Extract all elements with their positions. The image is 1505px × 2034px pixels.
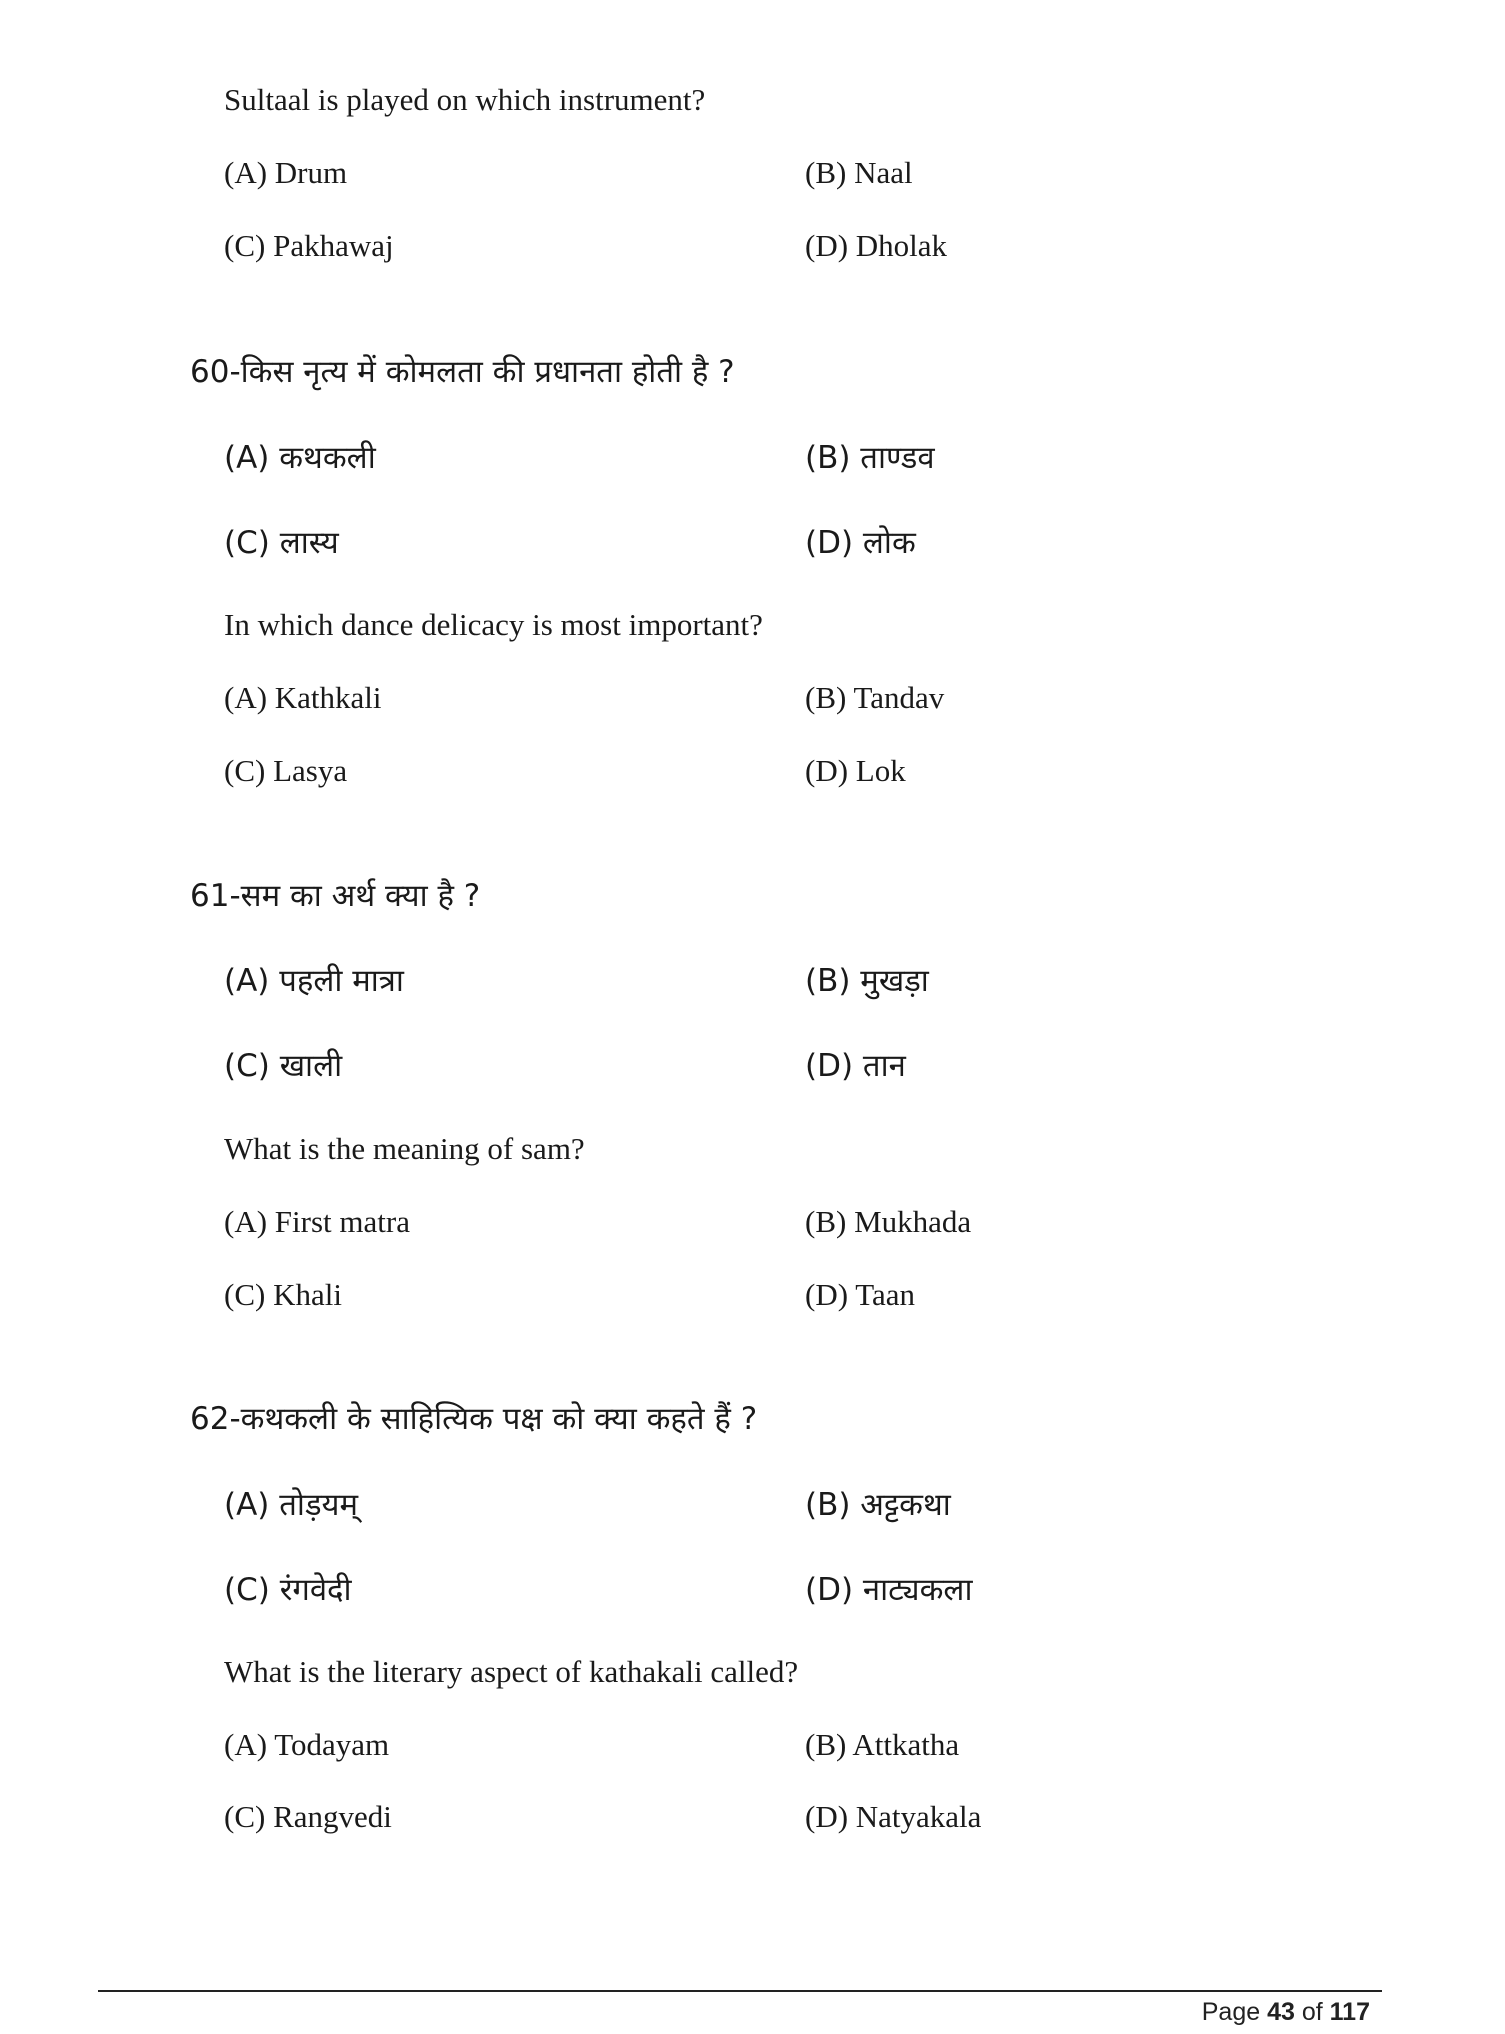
q60-option-b-en: (B) Tandav	[805, 680, 945, 715]
q61-option-a-en: (A) First matra	[224, 1204, 410, 1239]
q61-option-d-en: (D) Taan	[805, 1277, 916, 1312]
q60-option-d-en: (D) Lok	[805, 753, 906, 788]
q59-option-c-en: (C) Pakhawaj	[224, 228, 394, 263]
q62-option-d-hi: (D) नाट्यकला	[805, 1572, 973, 1608]
total-pages-number: 117	[1329, 1998, 1370, 2026]
current-page-number: 43	[1267, 1998, 1295, 2026]
q61-question-en: What is the meaning of sam?	[224, 1131, 585, 1166]
q60-question-hi: 60-किस नृत्य में कोमलता की प्रधानता होती है ?	[190, 354, 735, 390]
q60-option-c-en: (C) Lasya	[224, 753, 348, 788]
q61-option-b-hi: (B) मुखड़ा	[805, 963, 929, 999]
footer-divider	[98, 1990, 1382, 1992]
q59-option-d-en: (D) Dholak	[805, 228, 948, 263]
q61-question-hi: 61-सम का अर्थ क्या है ?	[190, 878, 481, 914]
q60-question-en: In which dance delicacy is most important?	[224, 607, 763, 642]
q61-option-c-en: (C) Khali	[224, 1277, 342, 1312]
page-label: Page	[1201, 1998, 1261, 2026]
q61-option-b-en: (B) Mukhada	[805, 1204, 972, 1239]
q59-option-a-en: (A) Drum	[224, 155, 348, 190]
q61-option-a-hi: (A) पहली मात्रा	[224, 963, 404, 999]
q61-option-c-hi: (C) खाली	[224, 1048, 343, 1084]
q60-option-c-hi: (C) लास्य	[224, 525, 339, 561]
q62-question-hi: 62-कथकली के साहित्यिक पक्ष को क्या कहते हैं ?	[190, 1401, 758, 1437]
q62-option-a-hi: (A) तोड़यम्	[224, 1487, 359, 1523]
q62-option-a-en: (A) Todayam	[224, 1727, 390, 1762]
q62-option-b-en: (B) Attkatha	[805, 1727, 960, 1762]
q62-option-c-hi: (C) रंगवेदी	[224, 1572, 352, 1608]
q62-option-d-en: (D) Natyakala	[805, 1799, 982, 1834]
q59-question-en: Sultaal is played on which instrument?	[224, 82, 706, 117]
q59-option-b-en: (B) Naal	[805, 155, 913, 190]
q60-option-b-hi: (B) ताण्डव	[805, 440, 935, 476]
q60-option-a-en: (A) Kathkali	[224, 680, 382, 715]
q62-option-c-en: (C) Rangvedi	[224, 1799, 392, 1834]
q60-option-d-hi: (D) लोक	[805, 525, 916, 561]
page-number-footer	[1202, 1996, 1370, 2028]
q62-question-en: What is the literary aspect of kathakali called?	[224, 1654, 799, 1689]
q60-option-a-hi: (A) कथकली	[224, 440, 376, 476]
q61-option-d-hi: (D) तान	[805, 1048, 906, 1084]
page-of-label: of	[1301, 1998, 1323, 2026]
q62-option-b-hi: (B) अट्टकथा	[805, 1487, 951, 1523]
